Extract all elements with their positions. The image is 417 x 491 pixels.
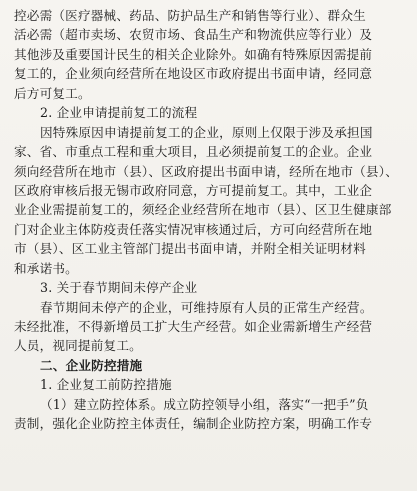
document-body: [14, 6, 403, 434]
paragraph-line: 未经批准，不得新增员工扩大生产经营。如企业需新增生产经营: [14, 319, 373, 334]
paragraph-line: 复工的，企业须向经营所在地设区市政府提出书面申请，经同意: [14, 66, 373, 82]
paragraph-line: 后方可复工。: [14, 85, 91, 101]
subsection-heading: 3. 关于春节期间未停产企业: [40, 280, 198, 296]
paragraph-line: 区政府审核后报无锡市政府同意，方可提前复工。其中，工业企: [14, 182, 373, 198]
paragraph-line: 因特殊原因申请提前复工的企业，原则上仅限于涉及承担国: [40, 124, 373, 140]
paragraph-line: 门对企业主体防疫责任落实情况审核通过后，方可向经营所在地: [14, 221, 373, 237]
paragraph-line: 须向经营所在地市（县）、区政府提出书面申请，经所在地市（县）、: [14, 163, 399, 179]
paragraph-line: 控必需（医疗器械、药品、防护品生产和销售等行业）、群众生: [14, 8, 366, 23]
paragraph-line: 春节期间未停产的企业，可维持原有人员的正常生产经营。: [40, 299, 373, 315]
paragraph-line: 业企业需提前复工的，须经企业经营所在地市（县）、区卫生健康部: [14, 202, 392, 218]
paragraph-line: （1）建立防控体系。成立防控领导小组，落实“一把手”负: [40, 396, 369, 412]
paragraph-line: 家、省、市重点工程和重大项目，且必须提前复工的企业。企业: [14, 144, 373, 160]
paragraph-line: 市（县）、区工业主管部门提出书面申请，并附全相关证明材料: [14, 241, 366, 257]
subsection-heading: 2. 企业申请提前复工的流程: [40, 105, 198, 121]
paragraph-line: 其他涉及重要国计民生的相关企业除外。如确有特殊原因需提前: [14, 46, 373, 62]
section-heading: 二、企业防控措施: [40, 357, 143, 373]
subsection-heading: 1. 企业复工前防控措施: [40, 377, 172, 393]
paragraph-line: 责制，强化企业防控主体责任，编制企业防控方案，明确工作专: [14, 416, 373, 432]
paragraph-line: 和承诺书。: [14, 260, 78, 276]
paragraph-line: 人员，视同提前复工。: [14, 338, 142, 354]
paragraph-line: 活必需（超市卖场、农贸市场、食品生产和物流供应等行业）及: [14, 27, 373, 43]
